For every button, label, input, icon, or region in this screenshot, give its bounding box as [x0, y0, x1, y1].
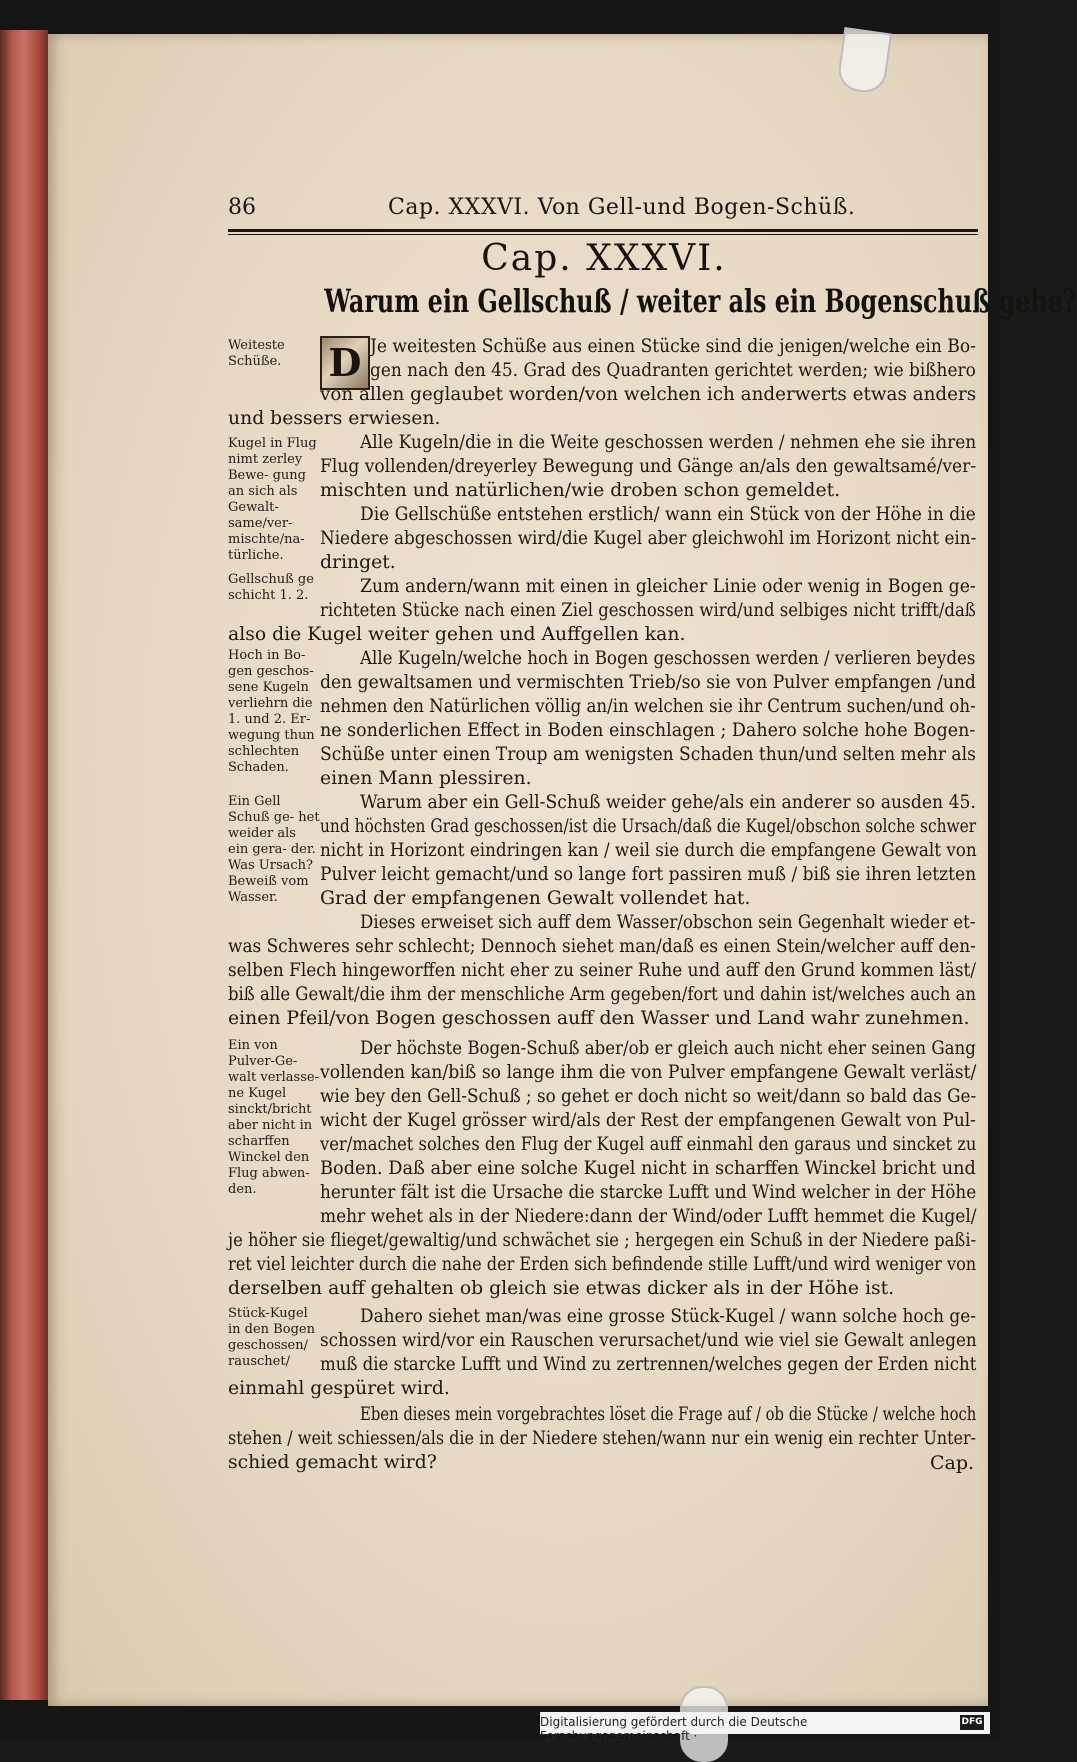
text-line: Alle Kugeln/die in die Weite geschossen werden / nehmen ehe sie ihren — [360, 432, 977, 453]
text-line: ret viel leichter durch die nahe der Erden sich befindende stille Lufft/und wird weniger von — [228, 1254, 977, 1275]
text-line: derselben auff gehalten ob gleich sie etwas dicker als in der Höhe ist. — [228, 1278, 895, 1299]
text-line: Dieses erweiset sich auff dem Wasser/obschon sein Gegenhalt wieder et- — [360, 912, 976, 933]
text-line: wicht der Kugel grösser wird/als der Rest der empfangenen Gewalt von Pul- — [320, 1110, 976, 1131]
text-line: also die Kugel weiter gehen und Auffgellen kan. — [228, 624, 686, 645]
text-line: einen Pfeil/von Bogen geschossen auff den Wasser und Land wahr zunehmen. — [228, 1008, 970, 1029]
margin-note: Stück-Kugel in den Bogen geschossen/ rauschet/ — [228, 1306, 315, 1369]
margin-note: Hoch in Bo- gen geschos- sene Kugeln verliehrn die 1. und 2. Er- wegung thun schlechten Schaden. — [228, 648, 315, 775]
text-line: schossen wird/vor ein Rauschen verursachet/und wie viel sie Gewalt anlegen — [320, 1330, 977, 1351]
text-line: und bessers erwiesen. — [228, 408, 441, 429]
catchword: Cap. — [930, 1452, 975, 1474]
text-line: den gewaltsamen und vermischten Trieb/so sie von Pulver empfangen /und — [320, 672, 976, 693]
text-line: Niedere abgeschossen wird/die Kugel aber gleichwohl im Horizont nicht ein- — [320, 528, 977, 549]
header-rule-thin — [228, 234, 978, 235]
text-line: mischten und natürlichen/wie droben schon gemeldet. — [320, 480, 841, 501]
margin-note: Ein von Pulver-Ge- walt verlasse- ne Kugel sinckt/bricht aber nicht in scharffen Winckel den Flug abwen- den. — [228, 1038, 319, 1197]
margin-note: Weiteste Schüße. — [228, 338, 285, 369]
text-line: Pulver leicht gemacht/und so lange fort passiren muß / biß sie ihren letzten — [320, 864, 977, 885]
text-line: muß die starcke Lufft und Wind zu zertrennen/welches gegen der Erden nicht — [320, 1354, 977, 1375]
text-line: mehr wehet als in der Niedere:dann der Wind/oder Lufft hemmet die Kugel/ — [320, 1206, 977, 1227]
text-line: Alle Kugeln/welche hoch in Bogen geschossen werden / verlieren beydes — [360, 648, 976, 669]
text-line: ne sonderlichen Effect in Boden einschlagen ; Dahero solche hohe Bogen- — [320, 720, 976, 741]
text-line: ver/machet solches den Flug der Kugel auff einmahl den garaus und sincket zu — [320, 1134, 977, 1155]
text-line: Die Gellschüße entstehen erstlich/ wann ein Stück von der Höhe in die — [360, 504, 976, 525]
text-line: Grad der empfangenen Gewalt vollendet hat. — [320, 888, 751, 909]
text-line: Eben dieses mein vorgebrachtes löset die Frage auf / ob die Stücke / welche hoch — [360, 1404, 977, 1425]
text-line: einen Mann plessiren. — [320, 768, 532, 789]
top-page-clip — [836, 27, 892, 95]
text-line: Flug vollenden/dreyerley Bewegung und Gänge an/als den gewaltsamé/ver- — [320, 456, 977, 477]
decorated-initial — [320, 336, 370, 390]
text-line: nehmen den Natürlichen völlig an/in welchen sie ihr Centrum suchen/und oh- — [320, 696, 976, 717]
text-line: gen nach den 45. Grad des Quadranten gerichtet werden; wie bißhero — [370, 360, 976, 381]
text-line: biß alle Gewalt/die ihm der menschliche Arm gegeben/fort und dahin ist/welches auch an — [228, 984, 977, 1005]
text-line: Je weitesten Schüße aus einen Stücke sind die jenigen/welche ein Bo- — [370, 336, 976, 357]
text-line: schied gemacht wird? — [228, 1452, 437, 1473]
text-line: herunter fält ist die Ursache die starcke Lufft und Wind welcher in der Höhe — [320, 1182, 977, 1203]
text-line: Zum andern/wann mit einen in gleicher Linie oder wenig in Bogen ge- — [360, 576, 976, 597]
margin-note: Kugel in Flug nimt zerley Bewe- gung an sich als Gewalt- same/ver- mischte/na- türliche. — [228, 436, 317, 563]
text-line: einmahl gespüret wird. — [228, 1378, 450, 1399]
text-line: vollenden kan/biß so lange ihm die von Pulver empfangene Gewalt verläst/ — [320, 1062, 977, 1083]
text-line: Dahero siehet man/was eine grosse Stück-Kugel / wann solche hoch ge- — [360, 1306, 976, 1327]
running-title: Cap. XXXVI. Von Gell-und Bogen-Schüß. — [388, 195, 856, 220]
text-line: Warum aber ein Gell-Schuß weider gehe/als ein anderer so ausden 45. — [360, 792, 976, 813]
chapter-title: Warum ein Gellschuß / weiter als ein Bogenschuß gehe? — [324, 282, 1077, 320]
text-line: Schüße unter einen Troup am wenigsten Schaden thun/und selten mehr als — [320, 744, 976, 765]
text-line: nicht in Horizont eindringen kan / weil sie durch die empfangene Gewalt von — [320, 840, 977, 861]
margin-note: Gellschuß ge schicht 1. 2. — [228, 572, 314, 603]
text-line: je höher sie flieget/gewaltig/und schwächet sie ; hergegen ein Schuß in der Niedere paßi- — [228, 1230, 977, 1251]
text-line: Boden. Daß aber eine solche Kugel nicht in scharffen Winckel bricht und — [320, 1158, 976, 1179]
text-line: stehen / weit schiessen/als die in der Niedere stehen/wann nur ein wenig ein rechter Unter- — [228, 1428, 977, 1449]
book-edge — [0, 30, 48, 1700]
footer-credit: Digitalisierung gefördert durch die Deutsche Forschungsgemeinschaft · — [540, 1715, 808, 1743]
text-line: und höchsten Grad geschossen/ist die Ursach/daß die Kugel/obschon solche schwer — [320, 816, 977, 837]
text-line: dringet. — [320, 552, 396, 573]
header-rule — [228, 229, 978, 232]
initial-letter: D — [328, 340, 362, 385]
chapter-number: Cap. XXXVI. — [481, 238, 727, 279]
digitization-footer — [540, 1712, 990, 1743]
page-number: 86 — [228, 195, 256, 220]
text-line: von allen geglaubet worden/von welchen ich anderwerts etwas anders — [320, 384, 977, 405]
text-line: wie bey den Gell-Schuß ; so gehet er doch nicht so weit/dann so bald das Ge- — [320, 1086, 977, 1107]
text-line: selben Flech hingeworffen nicht eher zu seiner Ruhe und auff den Grund kommen läst/ — [228, 960, 976, 981]
text-line: richteten Stücke nach einen Ziel geschossen wird/und selbiges nicht trifft/daß — [320, 600, 976, 621]
margin-note: Ein Gell Schuß ge- het weider als ein gera- der. Was Ursach? Beweiß vom Wasser. — [228, 794, 320, 905]
running-head — [228, 195, 980, 229]
dfg-logo-icon: DFG — [960, 1715, 984, 1730]
text-line: Der höchste Bogen-Schuß aber/ob er gleich auch nicht eher seinen Gang — [360, 1038, 976, 1059]
text-line: was Schweres sehr schlecht; Dennoch siehet man/daß es einen Stein/welcher auff den- — [228, 936, 976, 957]
